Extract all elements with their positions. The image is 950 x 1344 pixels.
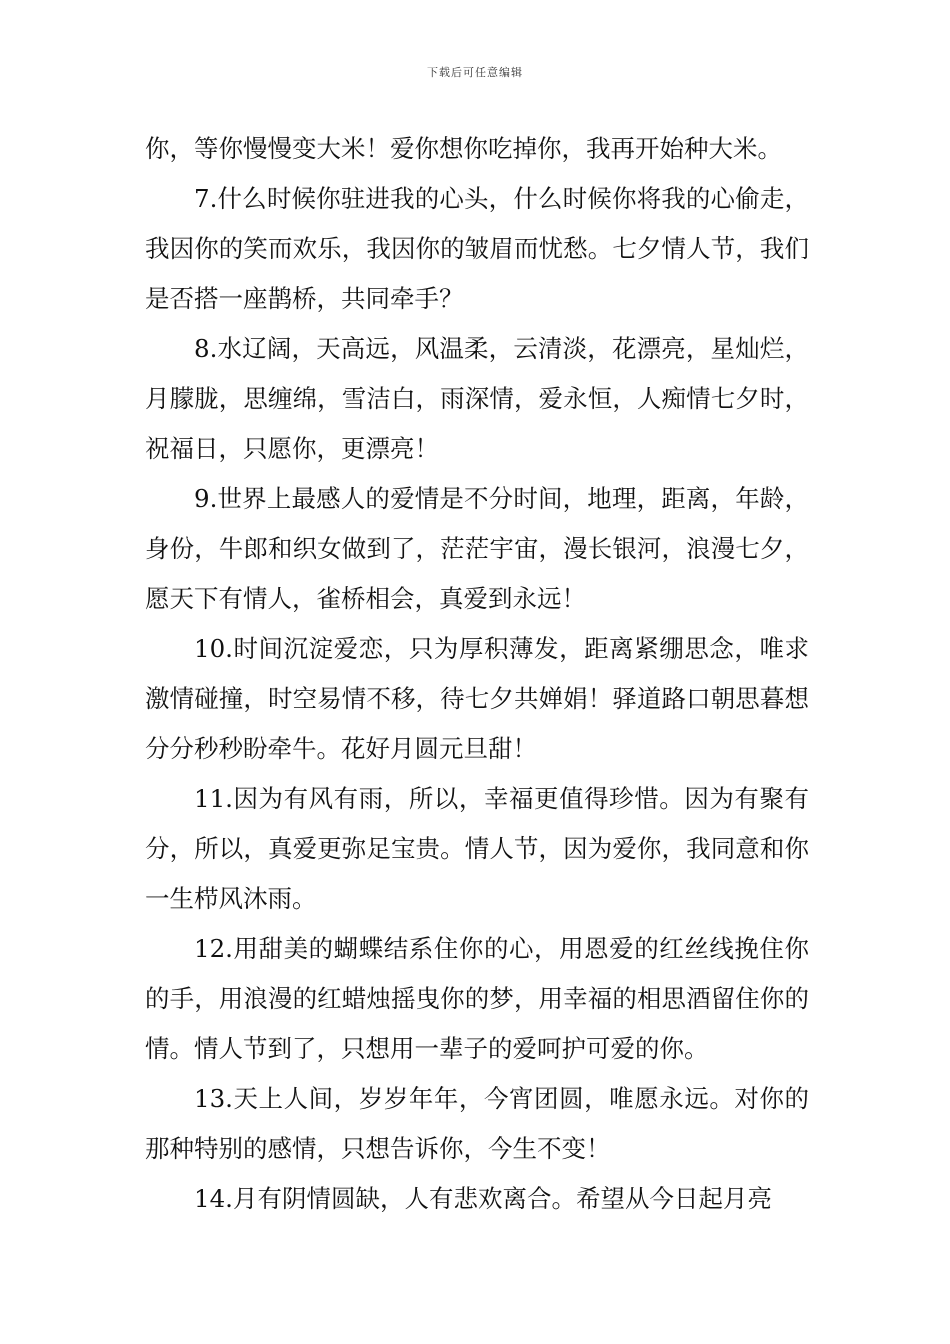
- paragraph-item-7: 7.什么时候你驻进我的心头，什么时候你将我的心偷走，我因你的笑而欢乐，我因你的皱眉而忧愁。七夕情人节，我们是否搭一座鹊桥，共同牵手？: [145, 184, 809, 313]
- paragraph-item-8: 8.水辽阔，天高远，风温柔，云清淡，花漂亮，星灿烂，月朦胧，思缠绵，雪洁白，雨深情，爱永恒，人痴情七夕时，祝福日，只愿你，更漂亮！: [145, 334, 809, 463]
- paragraph-item-9: 9.世界上最感人的爱情是不分时间，地理，距离，年龄，身份，牛郎和织女做到了，茫茫宇宙，漫长银河，浪漫七夕，愿天下有情人，雀桥相会，真爱到永远！: [145, 484, 809, 613]
- paragraph-item-11: 11.因为有风有雨，所以，幸福更值得珍惜。因为有聚有分，所以，真爱更弥足宝贵。情人节，因为爱你，我同意和你一生栉风沐雨。: [145, 784, 809, 913]
- paragraph-item-12: 12.用甜美的蝴蝶结系住你的心，用恩爱的红丝线挽住你的手，用浪漫的红蜡烛摇曳你的梦，用幸福的相思酒留住你的情。情人节到了，只想用一辈子的爱呵护可爱的你。: [145, 934, 809, 1063]
- paragraph-item-13: 13.天上人间，岁岁年年，今宵团圆，唯愿永远。对你的那种特别的感情，只想告诉你，今生不变！: [145, 1084, 809, 1163]
- page-header: 下载后可任意编辑: [427, 66, 523, 79]
- document-body: [145, 124, 809, 1224]
- paragraph-item-14: 14.月有阴情圆缺，人有悲欢离合。希望从今日起月亮: [194, 1184, 772, 1213]
- paragraph-continuation: 你，等你慢慢变大米！爱你想你吃掉你，我再开始种大米。: [145, 134, 782, 163]
- paragraph-item-10: 10.时间沉淀爱恋，只为厚积薄发，距离紧绷思念，唯求激情碰撞，时空易情不移，待七夕共婵娟！驿道路口朝思暮想分分秒秒盼牵牛。花好月圆元旦甜！: [145, 634, 809, 763]
